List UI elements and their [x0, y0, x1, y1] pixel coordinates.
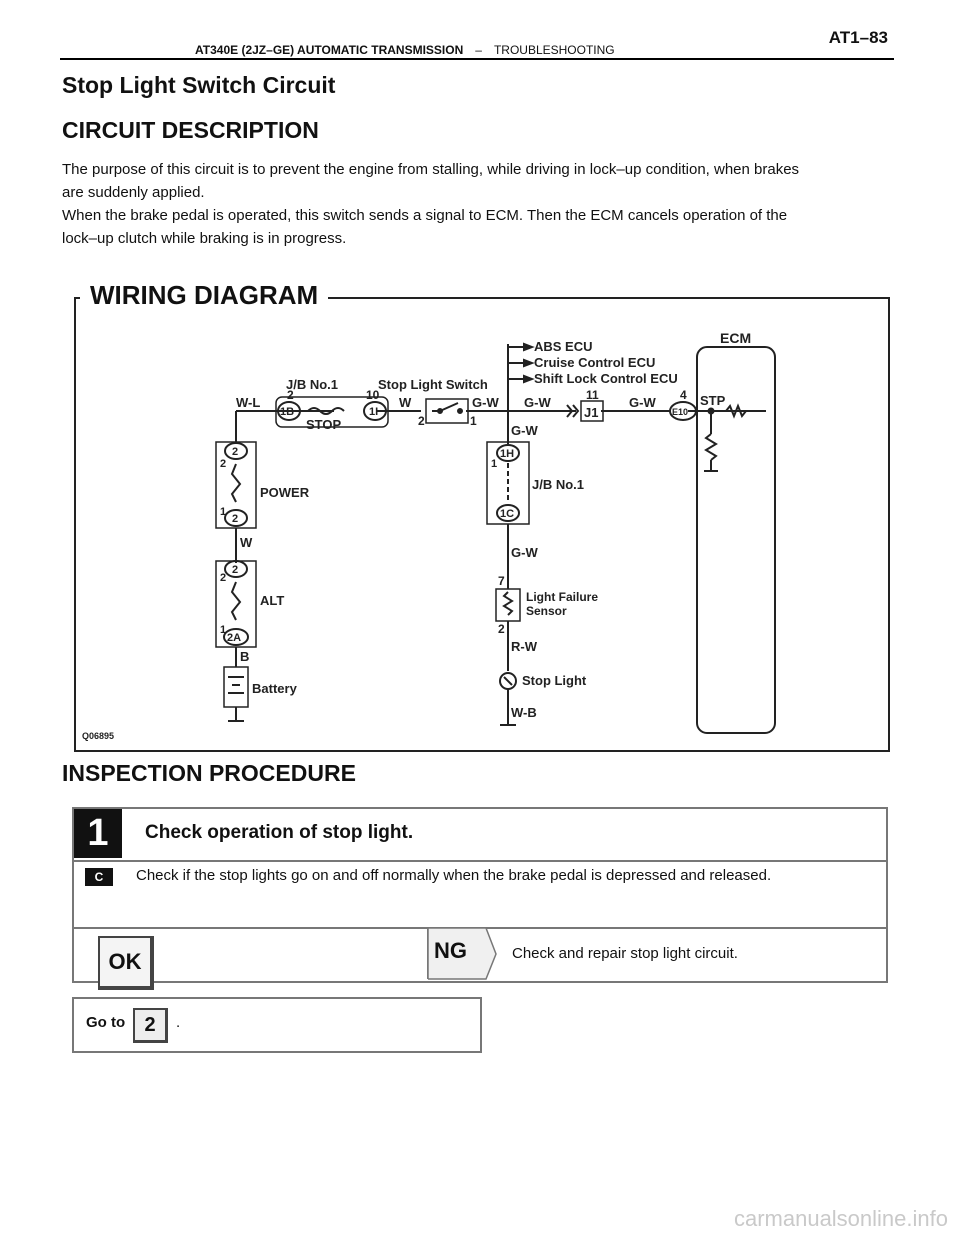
- header-section: TROUBLESHOOTING: [493, 43, 615, 57]
- label-gw: G-W: [629, 395, 656, 410]
- fusible-link-alt: [232, 582, 240, 620]
- label-stop-light-switch: Stop Light Switch: [378, 377, 488, 392]
- figure-code: Q06895: [82, 731, 115, 741]
- battery-symbol: [224, 667, 248, 707]
- sensor-resistor: [504, 592, 512, 615]
- goto-step-number: 2: [133, 1008, 168, 1043]
- pin-11: 11: [586, 388, 599, 402]
- label-2: 2: [232, 446, 239, 458]
- label-alt: ALT: [260, 593, 285, 608]
- circuit-description-heading: CIRCUIT DESCRIPTION: [62, 117, 319, 143]
- label-2a: 2A: [227, 632, 242, 644]
- pin-1: 1: [470, 414, 477, 428]
- inspection-procedure-heading: INSPECTION PROCEDURE: [62, 760, 356, 786]
- header-separator: –: [475, 43, 482, 57]
- label-1c: 1C: [500, 508, 515, 520]
- label-abs-ecu: ABS ECU: [534, 339, 593, 354]
- goto-label: Go to: [86, 1014, 126, 1031]
- wiring-diagram-heading: WIRING DIAGRAM: [90, 280, 319, 310]
- ecm-label: ECM: [720, 330, 752, 346]
- description-line: lock–up clutch while braking is in progress.: [62, 230, 347, 247]
- description-line: The purpose of this circuit is to prevent the engine from stalling, while driving in lock–up condition, when brakes: [62, 161, 800, 178]
- running-header: [195, 43, 615, 57]
- arrow-shift: [524, 376, 532, 382]
- label-1b: 1B: [280, 406, 295, 418]
- label-gw: G-W: [524, 395, 551, 410]
- switch-pivot: [438, 409, 442, 413]
- header-rule: [60, 58, 894, 60]
- label-gw: G-W: [511, 423, 538, 438]
- wiring-diagram-title-wrap: [80, 280, 328, 311]
- label-stop-fuse: STOP: [306, 417, 342, 432]
- goto-period: .: [176, 1014, 181, 1031]
- page-code: AT1–83: [828, 28, 888, 47]
- pin-1: 1: [220, 506, 227, 518]
- label-stp: STP: [700, 393, 726, 408]
- switch-terminal: [458, 409, 462, 413]
- pin-2: 2: [287, 388, 294, 402]
- wiring-diagram: [76, 299, 888, 750]
- label-rw: R-W: [511, 639, 537, 654]
- label-cruise-ecu: Cruise Control ECU: [534, 355, 656, 370]
- arrow-cruise: [524, 360, 532, 366]
- pin-7: 7: [498, 574, 505, 588]
- page-title: Stop Light Switch Circuit: [62, 72, 336, 98]
- description-line: are suddenly applied.: [62, 184, 205, 201]
- pin-2: 2: [498, 622, 505, 636]
- ok-result: OK: [98, 936, 154, 990]
- pin-2: 2: [418, 414, 425, 428]
- resistor-ground: [706, 434, 716, 460]
- label-battery: Battery: [252, 681, 297, 696]
- label-gw: G-W: [511, 545, 538, 560]
- label-1h: 1H: [500, 448, 515, 460]
- label-e10: E10: [672, 407, 689, 417]
- pin-4: 4: [680, 388, 687, 402]
- ng-result: NG: [434, 938, 467, 963]
- wiring-diagram-frame: [74, 297, 890, 752]
- circuit-description-text: [62, 158, 894, 250]
- label-wb: W-B: [511, 705, 537, 720]
- pin-10: 10: [366, 388, 380, 402]
- label-shift-lock-ecu: Shift Lock Control ECU: [534, 371, 678, 386]
- ng-action: Check and repair stop light circuit.: [512, 945, 738, 962]
- pin-1: 1: [491, 458, 498, 470]
- watermark: carmanualsonline.info: [733, 1206, 948, 1231]
- label-j1: J1: [584, 405, 599, 420]
- label-jb-top: J/B No.1: [286, 377, 339, 392]
- step-description: Check if the stop lights go on and off normally when the brake pedal is depressed and released.: [136, 867, 772, 884]
- label-stop-light: Stop Light: [522, 673, 587, 688]
- pin-2: 2: [220, 572, 227, 584]
- header-manual-title: AT340E (2JZ–GE) AUTOMATIC TRANSMISSION: [195, 43, 464, 57]
- label-b: B: [240, 649, 250, 664]
- arrow-abs: [524, 344, 532, 350]
- step-number: 1: [74, 809, 122, 858]
- description-line: When the brake pedal is operated, this switch sends a signal to ECM. Then the ECM cancels operation of the: [62, 207, 788, 224]
- step-title: Check operation of stop light.: [145, 822, 414, 843]
- pin-1: 1: [220, 624, 227, 636]
- lamp-filament: [504, 677, 512, 685]
- label-gw: G-W: [472, 395, 499, 410]
- label-w: W: [399, 395, 412, 410]
- label-wl: W-L: [236, 395, 261, 410]
- light-failure-sensor-box: [496, 589, 520, 621]
- label-2: 2: [232, 564, 239, 576]
- label-2: 2: [232, 513, 239, 525]
- label-w: W: [240, 535, 253, 550]
- divider: [72, 860, 886, 862]
- label-sensor: Sensor: [526, 604, 567, 618]
- pin-2: 2: [220, 458, 227, 470]
- label-power: POWER: [260, 485, 310, 500]
- label-1i: 1I: [369, 406, 379, 418]
- fusible-link-power: [232, 464, 240, 502]
- label-light-failure: Light Failure: [526, 590, 598, 604]
- check-badge: C: [85, 868, 113, 886]
- label-jb-mid: J/B No.1: [532, 477, 585, 492]
